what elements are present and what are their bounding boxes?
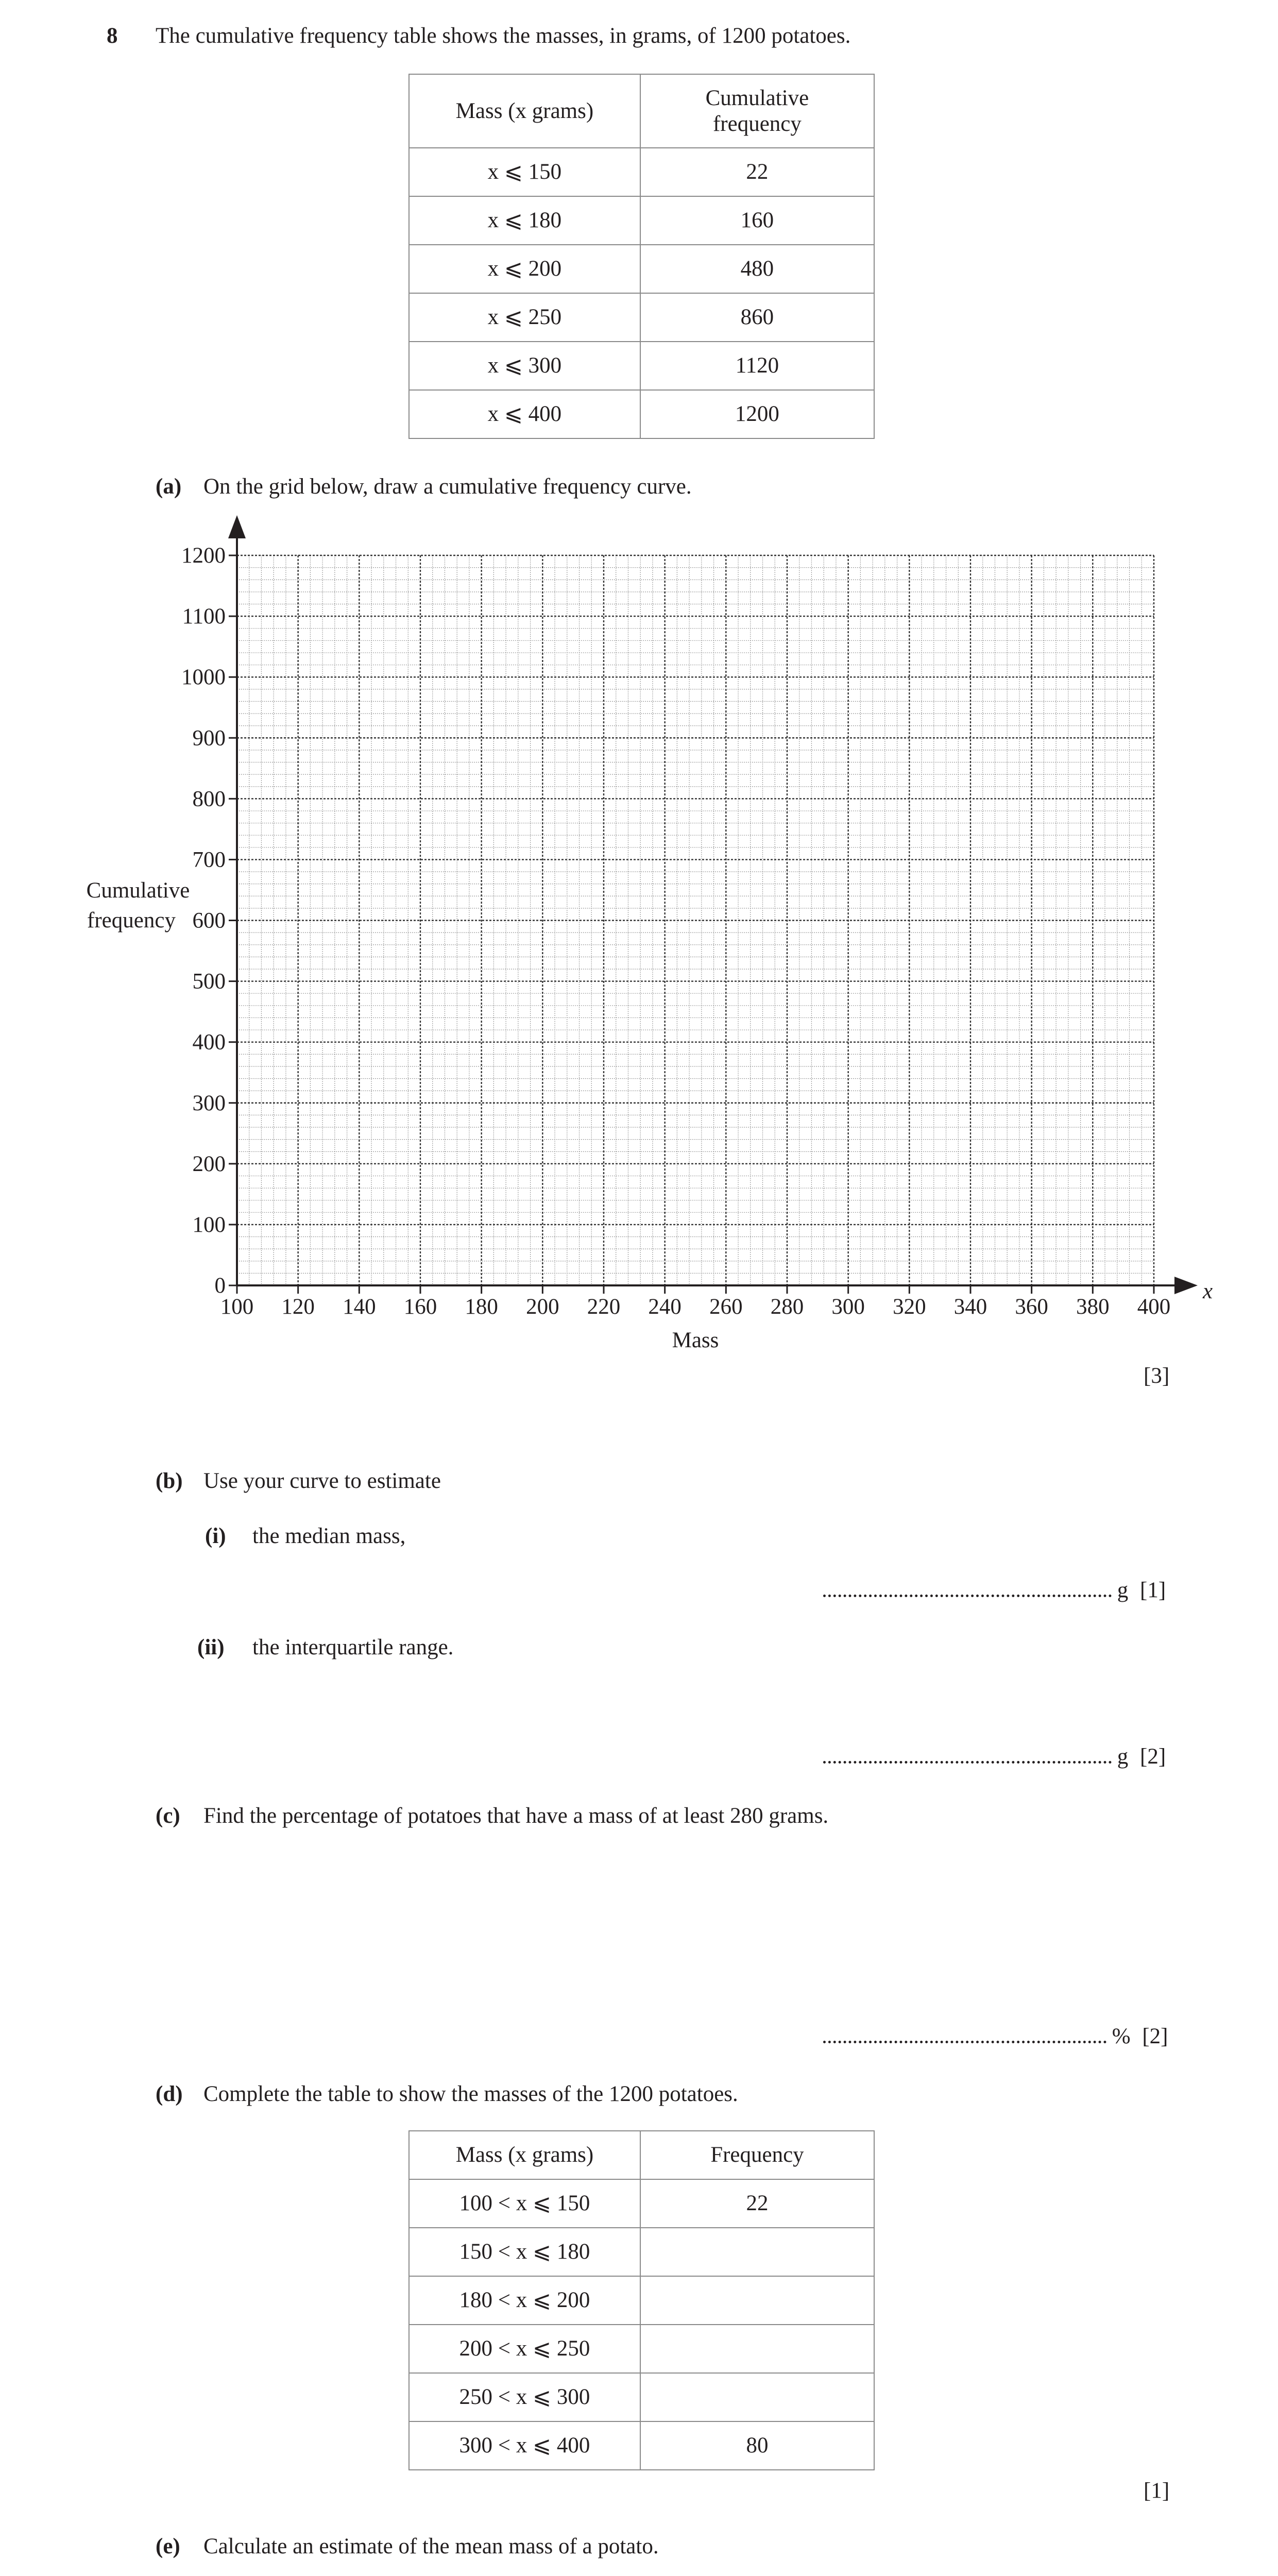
cf-cell: 1120 xyxy=(640,342,874,390)
x-tick-label: 180 xyxy=(465,1295,498,1319)
question-intro: The cumulative frequency table shows the masses, in grams, of 1200 potatoes. xyxy=(156,24,851,48)
x-tick-label: 200 xyxy=(526,1295,559,1319)
x-tick-label: 300 xyxy=(831,1295,865,1319)
answer-dots[interactable] xyxy=(823,1579,1112,1597)
mass-header: Mass (x grams) xyxy=(409,2131,640,2179)
mass-cell: 150 < x ⩽ 180 xyxy=(409,2228,640,2276)
x-tick-label: 160 xyxy=(403,1295,437,1319)
y-tick-label: 0 xyxy=(214,1274,226,1298)
part-c-marks: [2] xyxy=(1142,2024,1168,2048)
part-d-text: Complete the table to show the masses of the 1200 potatoes. xyxy=(203,2082,738,2106)
part-c-text: Find the percentage of potatoes that have a mass of at least 280 grams. xyxy=(203,1804,829,1828)
mass-cell: x ⩽ 250 xyxy=(409,293,640,342)
x-axis-letter: x xyxy=(1203,1279,1213,1303)
part-b-ii-text: the interquartile range. xyxy=(252,1635,454,1659)
part-b-i-marks: [1] xyxy=(1140,1578,1166,1602)
mass-cell: x ⩽ 180 xyxy=(409,196,640,245)
answer-dots[interactable] xyxy=(823,1745,1112,1764)
y-tick-label: 400 xyxy=(192,1030,226,1055)
cf-cell: 160 xyxy=(640,196,874,245)
cf-header-line2: frequency xyxy=(712,111,802,136)
y-axis-label-line1: Cumulative xyxy=(86,878,190,903)
x-tick-label: 380 xyxy=(1076,1295,1110,1319)
table-row xyxy=(409,2179,874,2228)
table-row xyxy=(409,2325,874,2373)
frequency-input-cell[interactable] xyxy=(640,2276,874,2325)
mass-cell: 200 < x ⩽ 250 xyxy=(409,2325,640,2373)
y-axis-arrow-icon xyxy=(228,515,246,538)
table-row xyxy=(409,2228,874,2276)
question-number: 8 xyxy=(107,24,118,48)
table-row xyxy=(409,2373,874,2421)
y-tick-label: 900 xyxy=(192,726,226,751)
cf-cell: 22 xyxy=(640,148,874,196)
part-b-i-label: (i) xyxy=(205,1524,226,1548)
cf-header-line1: Cumulative xyxy=(705,86,809,111)
mass-cell: 100 < x ⩽ 150 xyxy=(409,2179,640,2228)
part-d-marks: [1] xyxy=(1144,2479,1170,2503)
x-axis-arrow-icon xyxy=(1174,1277,1198,1294)
frequency-cell: 80 xyxy=(640,2421,874,2470)
part-a-text: On the grid below, draw a cumulative frequency curve. xyxy=(203,474,692,499)
percentage-answer-line[interactable] xyxy=(823,2024,1168,2049)
median-unit: g xyxy=(1117,1578,1129,1602)
table-row xyxy=(409,2276,874,2325)
y-tick-label: 1100 xyxy=(182,604,226,629)
y-tick-label: 500 xyxy=(192,969,226,994)
y-tick-label: 600 xyxy=(192,908,226,933)
frequency-table xyxy=(408,2130,875,2470)
frequency-input-cell[interactable] xyxy=(640,2325,874,2373)
x-tick-label: 120 xyxy=(281,1295,315,1319)
cf-cell: 860 xyxy=(640,293,874,342)
part-a-label: (a) xyxy=(156,474,182,499)
part-b-i-text: the median mass, xyxy=(252,1524,406,1548)
cf-cell: 1200 xyxy=(640,390,874,438)
mass-cell: x ⩽ 400 xyxy=(409,390,640,438)
frequency-input-cell[interactable] xyxy=(640,2373,874,2421)
mass-cell: 250 < x ⩽ 300 xyxy=(409,2373,640,2421)
x-tick-label: 340 xyxy=(953,1295,987,1319)
answer-dots[interactable] xyxy=(823,2025,1106,2043)
frequency-header: Frequency xyxy=(640,2131,874,2179)
part-b-ii-marks: [2] xyxy=(1140,1744,1166,1769)
iqr-answer-line[interactable] xyxy=(823,1744,1166,1769)
y-tick-label: 1200 xyxy=(181,544,226,568)
table-header-row xyxy=(409,2131,874,2179)
x-tick-label: 140 xyxy=(343,1295,376,1319)
median-answer-line[interactable] xyxy=(823,1578,1166,1603)
frequency-cell: 22 xyxy=(640,2179,874,2228)
part-a-marks: [3] xyxy=(1144,1364,1170,1388)
table-row xyxy=(409,2421,874,2470)
x-tick-label: 260 xyxy=(709,1295,743,1319)
x-tick-label: 100 xyxy=(220,1295,254,1319)
mass-cell: 180 < x ⩽ 200 xyxy=(409,2276,640,2325)
cf-cell: 480 xyxy=(640,245,874,293)
mass-cell: x ⩽ 200 xyxy=(409,245,640,293)
part-b-ii-label: (ii) xyxy=(197,1635,225,1659)
y-tick-label: 300 xyxy=(192,1091,226,1115)
y-tick-label: 700 xyxy=(192,848,226,872)
mass-cell: x ⩽ 300 xyxy=(409,342,640,390)
mass-cell: 300 < x ⩽ 400 xyxy=(409,2421,640,2470)
x-tick-label: 320 xyxy=(893,1295,926,1319)
x-tick-label: 220 xyxy=(587,1295,621,1319)
part-c-label: (c) xyxy=(156,1804,180,1828)
part-b-text: Use your curve to estimate xyxy=(203,1469,441,1493)
mass-header-text: Mass (x grams) xyxy=(455,98,594,123)
percentage-unit: % xyxy=(1112,2024,1131,2048)
y-tick-label: 100 xyxy=(192,1212,226,1237)
part-d-label: (d) xyxy=(156,2082,183,2106)
x-tick-label: 280 xyxy=(770,1295,804,1319)
iqr-unit: g xyxy=(1117,1744,1129,1769)
x-tick-label: 360 xyxy=(1015,1295,1048,1319)
mass-cell: x ⩽ 150 xyxy=(409,148,640,196)
y-tick-label: 200 xyxy=(192,1151,226,1176)
part-e-label: (e) xyxy=(156,2534,180,2558)
y-tick-label: 1000 xyxy=(181,665,226,690)
y-tick-label: 800 xyxy=(192,787,226,811)
part-b-label: (b) xyxy=(156,1469,183,1493)
x-axis-label: Mass xyxy=(672,1328,719,1352)
y-axis-label-line2: frequency xyxy=(87,908,176,933)
x-tick-label: 400 xyxy=(1137,1295,1171,1319)
x-tick-label: 240 xyxy=(648,1295,681,1319)
frequency-input-cell[interactable] xyxy=(640,2228,874,2276)
part-e-text: Calculate an estimate of the mean mass of a potato. xyxy=(203,2534,659,2558)
